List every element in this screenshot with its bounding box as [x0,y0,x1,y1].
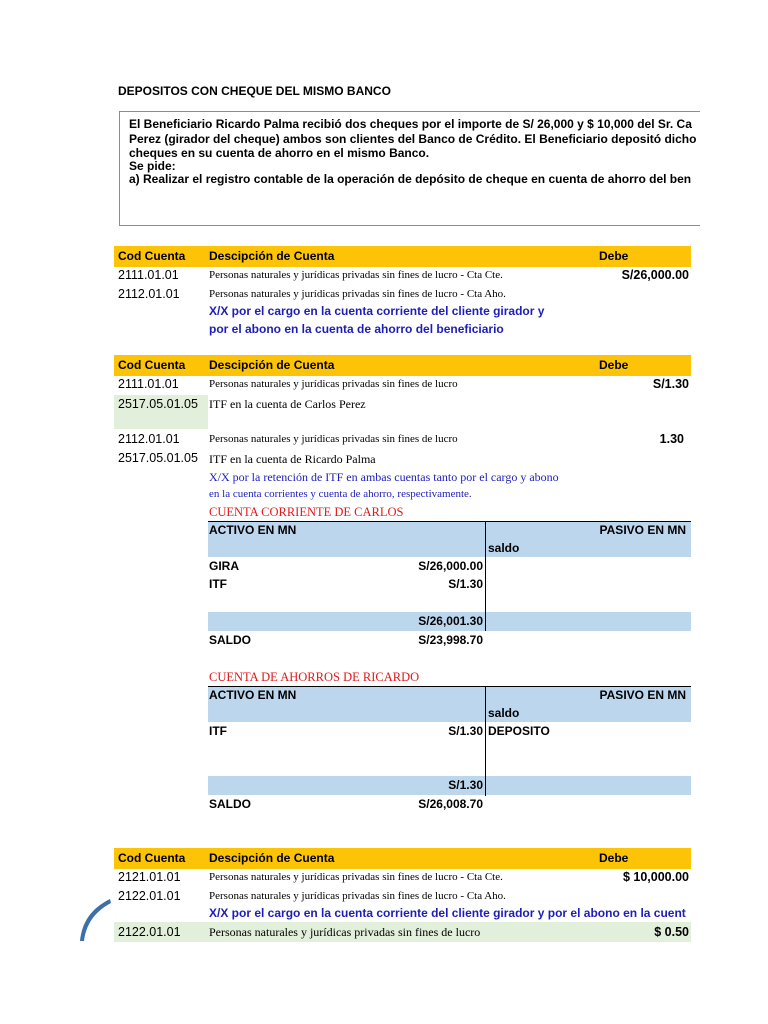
col-debe-header: Debe [599,249,629,263]
problem-line-3: cheques en su cuenta de ahorro en el mismo Banco. [129,146,430,160]
account-code: 2122.01.01 [118,925,181,939]
col-desc-header: Descipción de Cuenta [209,358,335,372]
col-code-header: Cod Cuenta [118,851,186,865]
account-description: Personas naturales y jurídicas privadas sin fines de lucro - Cta Aho. [209,288,506,300]
entry-label: DEPOSITO [488,724,550,738]
saldo-label: saldo [488,541,520,555]
journal-note: X/X por el cargo en la cuenta corriente del cliente girador y por el abono en la cuent [209,906,686,920]
t-account-top-line [208,521,691,522]
saldo-row-label: SALDO [209,797,251,811]
entry-label: GIRA [209,559,239,573]
col-code-header: Cod Cuenta [118,358,186,372]
debe-amount: S/1.30 [652,377,689,391]
entry-amount: S/1.30 [448,724,483,738]
debe-amount: $ 10,000.00 [622,870,689,884]
journal-note: en la cuenta corrientes y cuenta de ahorro, respectivamente. [209,488,472,500]
debe-amount: 1.30 [659,432,684,446]
entry-amount: S/1.30 [448,577,483,591]
saldo-row-amount: S/23,998.70 [418,633,483,647]
problem-line-2: Perez (girador del cheque) ambos son clientes del Banco de Crédito. El Beneficiario depositó dicho [129,132,697,146]
page-title: DEPOSITOS CON CHEQUE DEL MISMO BANCO [118,84,391,98]
col-desc-header: Descipción de Cuenta [209,851,335,865]
t-account-top-line [208,686,691,687]
col-desc-header: Descipción de Cuenta [209,249,335,263]
account-description: Personas naturales y jurídicas privadas sin fines de lucro [209,433,458,445]
account-description: ITF en la cuenta de Carlos Perez [209,397,366,411]
account-code: 2112.01.01 [118,287,180,301]
account-code: 2517.05.01.05 [118,451,198,465]
total-amount: S/1.30 [448,778,483,792]
t-account-title: CUENTA CORRIENTE DE CARLOS [209,505,404,519]
journal-header-1 [114,246,691,267]
account-description: Personas naturales y jurídicas privadas sin fines de lucro [209,378,458,390]
saldo-row-label: SALDO [209,633,251,647]
entry-amount: S/26,000.00 [418,559,483,573]
journal-note: por el abono en la cuenta de ahorro del beneficiario [209,322,504,336]
col-code-header: Cod Cuenta [118,249,186,263]
problem-line-5: a) Realizar el registro contable de la operación de depósito de cheque en cuenta de ahorro del ben [129,172,692,186]
entry-label: ITF [209,577,227,591]
journal-header-2 [114,355,691,376]
saldo-row-amount: S/26,008.70 [418,797,483,811]
account-description: Personas naturales y jurídicas privadas sin fines de lucro - Cta Cte. [209,871,503,883]
total-amount: S/26,001.30 [418,614,483,628]
account-code: 2122.01.01 [118,889,181,903]
t-account-divider [485,612,486,631]
account-description: Personas naturales y jurídicas privadas sin fines de lucro - Cta Cte. [209,269,503,281]
journal-note: X/X por la retención de ITF en ambas cuentas tanto por el cargo y abono [209,470,559,484]
activo-header: ACTIVO EN MN [209,688,297,702]
pasivo-header: PASIVO EN MN [599,523,686,537]
account-description: Personas naturales y jurídicas privadas sin fines de lucro [209,925,481,939]
account-code: 2517.05.01.05 [118,397,198,411]
account-description: ITF en la cuenta de Ricardo Palma [209,452,376,466]
journal-note: X/X por el cargo en la cuenta corriente del cliente girador y [209,304,545,318]
account-code: 2111.01.01 [118,268,179,282]
problem-line-4: Se pide: [129,159,176,173]
debe-amount: $ 0.50 [654,925,689,939]
journal-header-3 [114,848,691,869]
debe-amount: S/26,000.00 [621,268,689,282]
swoosh-decoration-icon [74,895,114,945]
problem-line-1: El Beneficiario Ricardo Palma recibió dos cheques por el importe de S/ 26,000 y $ 10,000 del Sr. Ca [129,117,692,131]
activo-header: ACTIVO EN MN [209,523,297,537]
col-debe-header: Debe [599,358,629,372]
problem-statement-box [119,111,700,226]
account-code: 2121.01.01 [118,870,181,884]
account-code: 2112.01.01 [118,432,180,446]
pasivo-header: PASIVO EN MN [599,688,686,702]
account-code: 2111.01.01 [118,377,179,391]
saldo-label: saldo [488,706,520,720]
account-description: Personas naturales y jurídicas privadas sin fines de lucro - Cta Aho. [209,890,506,902]
t-account-divider [485,776,486,795]
entry-label: ITF [209,724,227,738]
t-account-title: CUENTA DE AHORROS DE RICARDO [209,670,420,684]
col-debe-header: Debe [599,851,629,865]
